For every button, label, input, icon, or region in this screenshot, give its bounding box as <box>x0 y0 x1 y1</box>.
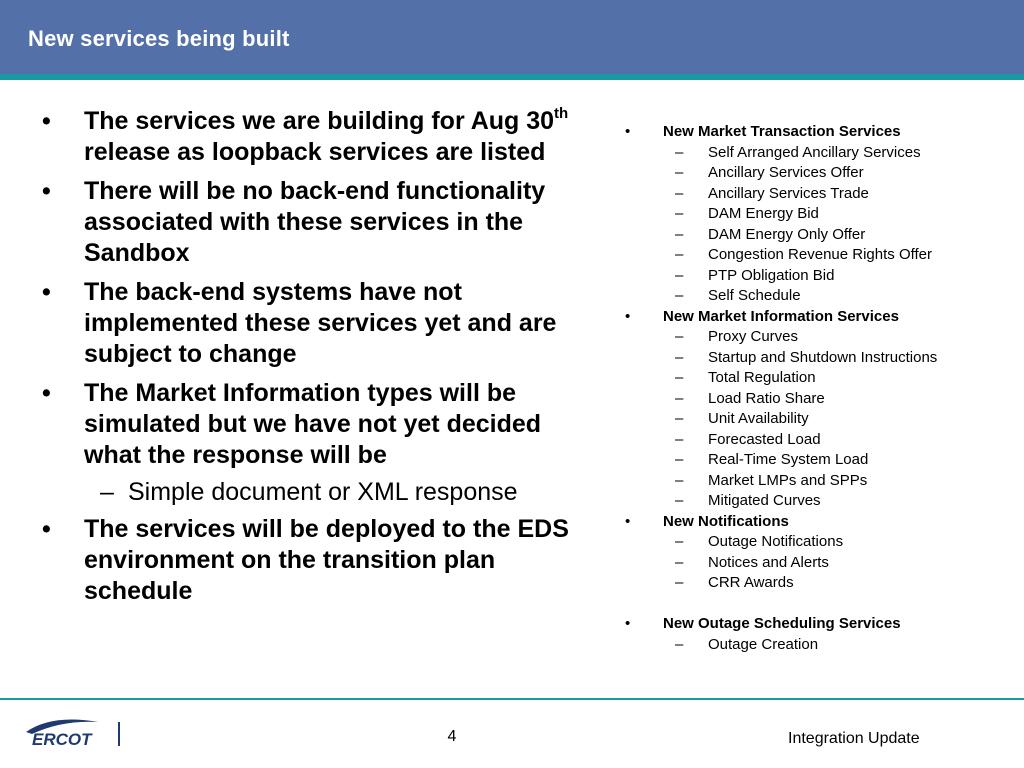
list-item <box>622 266 1012 287</box>
sub-bullet-dash: – <box>675 287 684 304</box>
list-item <box>622 327 1012 348</box>
list-item <box>622 348 1012 369</box>
bullet-dot: • <box>625 615 631 632</box>
sub-bullet-dash: – <box>675 164 684 181</box>
section-market-transaction <box>622 122 1012 307</box>
list-item <box>622 143 1012 164</box>
list-item <box>622 163 1012 184</box>
slide-title: New services being built <box>28 26 290 51</box>
left-bullet-4 <box>42 378 597 471</box>
list-item-text: Self Arranged Ancillary Services <box>708 143 921 161</box>
list-item-text: DAM Energy Only Offer <box>708 225 866 243</box>
bullet-dot: • <box>42 177 51 205</box>
footer-divider <box>0 698 1024 700</box>
left-bullet-3 <box>42 277 597 370</box>
section-market-information <box>622 307 1012 512</box>
list-item-text: DAM Energy Bid <box>708 205 819 222</box>
list-item <box>622 409 1012 430</box>
sub-bullet-dash: – <box>675 410 684 427</box>
sub-bullet-dash: – <box>675 246 684 263</box>
bullet-dot: • <box>42 107 51 135</box>
list-item <box>622 204 1012 225</box>
list-item-text: Unit Availability <box>708 410 809 427</box>
bullet-text: The Market Information types will be simulated but we have not yet decided what the response will be <box>84 379 542 469</box>
left-bullet-2 <box>42 176 597 269</box>
list-item <box>622 635 1012 656</box>
bullet-dot: • <box>42 515 51 543</box>
sub-bullet-dash: – <box>675 574 684 591</box>
section-heading-text: New Market Transaction Services <box>663 123 901 140</box>
bullet-dot: • <box>625 123 631 140</box>
list-item <box>622 389 1012 410</box>
list-item-text: PTP Obligation Bid <box>708 266 835 284</box>
list-item <box>622 286 1012 307</box>
sub-bullet-dash: – <box>675 553 684 571</box>
list-item <box>622 225 1012 246</box>
sub-bullet-dash: – <box>675 348 684 366</box>
sub-bullet-text: Simple document or XML response <box>128 478 518 506</box>
bullet-dot: • <box>42 278 51 306</box>
bullet-text: The back-end systems have not implemented these services yet and are subject to change <box>84 278 557 368</box>
logo-separator <box>118 722 120 746</box>
list-item <box>622 368 1012 389</box>
logo-text: ERCOT <box>32 730 92 749</box>
sub-bullet-dash: – <box>675 635 684 653</box>
list-item-text: Outage Notifications <box>708 533 844 550</box>
sub-bullet-dash: – <box>675 369 684 386</box>
list-item <box>622 573 1012 594</box>
sub-bullet-dash: – <box>675 492 684 509</box>
list-item-text: Ancillary Services Offer <box>708 164 864 181</box>
bullet-dot: • <box>625 307 631 325</box>
list-item-text: Market LMPs and SPPs <box>708 471 868 489</box>
left-bullet-5 <box>42 514 597 607</box>
bullet-dot: • <box>42 379 51 407</box>
list-item-text: Startup and Shutdown Instructions <box>708 348 938 366</box>
section-heading <box>622 614 1012 635</box>
list-item-text: Total Regulation <box>708 369 816 386</box>
bullet-dot: • <box>625 512 631 530</box>
section-heading-text: New Notifications <box>663 512 789 530</box>
list-item-text: Congestion Revenue Rights Offer <box>708 246 933 263</box>
list-item-text: Load Ratio Share <box>708 389 825 407</box>
section-heading <box>622 307 1012 328</box>
list-item-text: Mitigated Curves <box>708 492 821 509</box>
list-item <box>622 184 1012 205</box>
bullet-superscript: th <box>554 104 569 122</box>
sub-bullet-dash: – <box>675 205 684 222</box>
bullet-text: There will be no back-end functionality associated with these services in the Sandbox <box>84 177 546 267</box>
ercot-logo-icon <box>22 712 102 750</box>
header-accent-stripe <box>0 74 1024 80</box>
right-services-list <box>622 122 1012 655</box>
list-item <box>622 450 1012 471</box>
sub-bullet-dash: – <box>675 451 684 468</box>
left-sub-bullet <box>42 477 597 507</box>
list-item <box>622 553 1012 574</box>
page-number: 4 <box>447 728 457 745</box>
section-outage-scheduling <box>622 614 1012 655</box>
section-notifications <box>622 512 1012 594</box>
list-item <box>622 245 1012 266</box>
section-heading-text: New Market Information Services <box>663 307 899 325</box>
sub-bullet-dash: – <box>675 184 684 202</box>
list-item-text: Notices and Alerts <box>708 553 829 571</box>
sub-bullet-dash: – <box>675 389 684 407</box>
list-item-text: Proxy Curves <box>708 328 799 345</box>
bullet-text: The services we are building for Aug 30 <box>84 107 555 135</box>
list-item-text: CRR Awards <box>708 574 794 591</box>
list-spacer <box>622 594 1012 615</box>
left-bullet-list <box>42 106 597 615</box>
section-heading <box>622 512 1012 533</box>
bullet-text: release as loopback services are listed <box>84 138 546 166</box>
sub-bullet-dash: – <box>675 266 684 284</box>
list-item-text: Self Schedule <box>708 287 801 304</box>
sub-bullet-dash: – <box>675 328 684 345</box>
sub-bullet-dash: – <box>100 478 114 506</box>
list-item-text: Ancillary Services Trade <box>708 184 869 202</box>
list-item <box>622 471 1012 492</box>
section-heading <box>622 122 1012 143</box>
sub-bullet-dash: – <box>675 430 684 448</box>
left-bullet-1 <box>42 106 597 168</box>
list-item <box>622 491 1012 512</box>
sub-bullet-dash: – <box>675 533 684 550</box>
sub-bullet-dash: – <box>675 143 684 161</box>
list-item-text: Forecasted Load <box>708 430 821 448</box>
section-heading-text: New Outage Scheduling Services <box>663 615 901 632</box>
footer-title: Integration Update <box>788 730 920 747</box>
list-item-text: Outage Creation <box>708 635 819 653</box>
bullet-text: The services will be deployed to the EDS environment on the transition plan schedule <box>84 515 569 605</box>
sub-bullet-dash: – <box>675 471 684 489</box>
list-item <box>622 430 1012 451</box>
sub-bullet-dash: – <box>675 225 684 243</box>
list-item <box>622 532 1012 553</box>
list-item-text: Real-Time System Load <box>708 451 869 468</box>
